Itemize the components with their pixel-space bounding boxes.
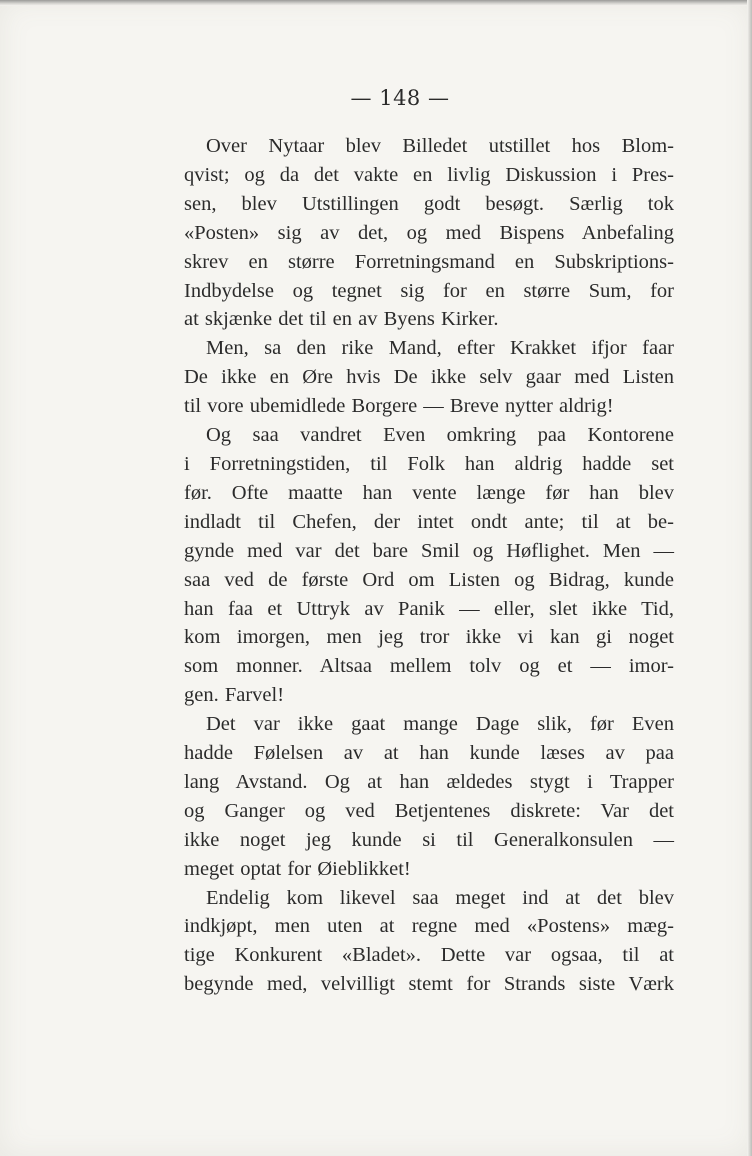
text-line: og Ganger og ved Betjentenes diskrete: Var det [184,799,674,822]
page-number: — 148 — [350,86,450,110]
text-line: begynde med, velvilligt stemt for Strands siste Værk [184,973,674,996]
paragraph-2 [162,334,674,421]
text-line: «Posten» sig av det, og med Bispens Anbefaling [184,221,674,244]
text-line: han faa et Uttryk av Panik — eller, slet ikke Tid, [184,597,674,620]
text-line: kom imorgen, men jeg tror ikke vi kan gi noget [184,626,674,649]
text-line: Endelig kom likevel saa meget ind at det blev [206,886,674,909]
text-line: hadde Følelsen av at han kunde læses av paa [184,742,674,765]
text-line: Og saa vandret Even omkring paa Kontorene [206,424,674,447]
text-line: De ikke en Øre hvis De ikke selv gaar med Listen [184,366,674,389]
text-line: som monner. Altsaa mellem tolv og et — imor- [184,655,674,678]
text-line: Over Nytaar blev Billedet utstillet hos Blom- [206,135,674,157]
text-line: før. Ofte maatte han vente længe før han blev [184,481,674,504]
text-line: til vore ubemidlede Borgere — Breve nytter aldrig! [184,395,614,418]
paragraph-5 [162,884,674,1000]
page-right-edge [747,0,752,1156]
text-line: tige Konkurent «Bladet». Dette var ogsaa, til at [184,944,674,967]
text-line: qvist; og da det vakte en livlig Diskussion i Pres- [184,163,674,186]
text-line: sen, blev Utstillingen godt besøgt. Særlig tok [184,192,674,215]
text-line: indkjøpt, men uten at regne med «Postens» mæg- [184,915,674,938]
text-line: lang Avstand. Og at han ældedes stygt i Trapper [184,770,674,793]
text-line: saa ved de første Ord om Listen og Bidrag, kunde [184,568,674,591]
text-line: Men, sa den rike Mand, efter Krakket ifjor faar [206,337,674,360]
text-line: ikke noget jeg kunde si til Generalkonsulen — [184,828,674,851]
page-top-edge [0,0,752,6]
text-line: Indbydelse og tegnet sig for en større Sum, for [184,279,674,302]
text-line: indladt til Chefen, der intet ondt ante; til at be- [184,510,674,533]
text-line: gynde med var det bare Smil og Høflighet. Men — [184,539,674,562]
text-line: skrev en større Forretningsmand en Subskriptions- [184,250,674,273]
text-line: at skjænke det til en av Byens Kirker. [184,308,499,331]
paragraph-1 [162,132,674,334]
paragraph-3 [162,421,674,710]
text-line: gen. Farvel! [184,684,285,707]
text-line: meget optat for Øieblikket! [184,857,411,880]
paragraph-4 [162,710,674,883]
body-text [162,132,674,999]
text-line: Det var ikke gaat mange Dage slik, før Even [206,713,674,736]
text-line: i Forretningstiden, til Folk han aldrig hadde set [184,452,674,475]
